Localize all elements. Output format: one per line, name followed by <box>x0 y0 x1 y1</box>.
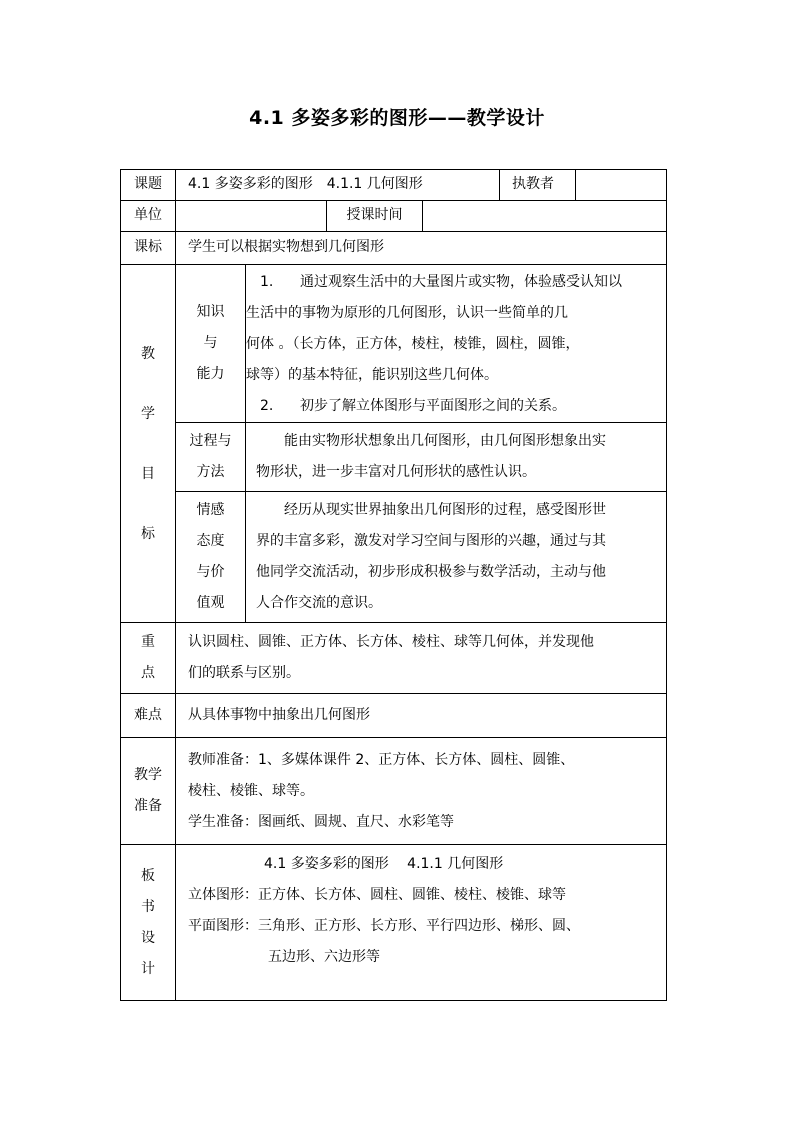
preparation-line: 学生准备：图画纸、圆规、直尺、水彩笔等 <box>188 813 454 830</box>
difficulty-row <box>121 694 667 738</box>
key-points-content <box>176 623 667 694</box>
process-line: 物形状，进一步丰富对几何形状的感性认识。 <box>256 464 536 480</box>
key-points-row <box>121 623 667 694</box>
objectives-label-char: 标 <box>141 525 155 542</box>
knowledge-label-line: 能力 <box>196 366 225 382</box>
objective-knowledge-row <box>121 265 667 423</box>
key-points-label <box>121 623 176 694</box>
board-line: 立体图形：正方体、长方体、圆柱、圆锥、棱柱、棱锥、球等 <box>188 887 566 903</box>
standard-label: 课标 <box>121 232 176 265</box>
teacher-label: 执教者 <box>500 170 576 201</box>
preparation-row <box>121 738 667 845</box>
emotion-line: 经历从现实世界抽象出几何图形的过程，感受图形世 <box>284 502 606 518</box>
objective-emotion-row <box>121 492 667 623</box>
board-label-char: 板 <box>141 867 155 884</box>
item-number: 1. <box>260 274 274 290</box>
board-label-char: 书 <box>141 898 155 915</box>
preparation-label-line: 教学 <box>134 767 162 783</box>
document-title: 4.1 多姿多彩的图形——教学设计 <box>249 107 545 129</box>
lesson-plan-table <box>120 169 667 1001</box>
unit-row <box>121 201 667 232</box>
item-number: 2. <box>260 398 274 414</box>
preparation-line: 教师准备：1、多媒体课件 2、正方体、长方体、圆柱、圆锥、 <box>188 751 575 768</box>
knowledge-item <box>246 391 666 422</box>
emotion-label-line: 值观 <box>196 595 225 611</box>
process-content <box>246 423 667 492</box>
board-line: 平面图形：三角形、正方形、长方形、平行四边形、梯形、圆、 <box>188 918 580 934</box>
key-points-label-char: 点 <box>141 665 155 681</box>
teacher-value <box>576 170 667 201</box>
standard-text: 学生可以根据实物想到几何图形 <box>176 232 667 265</box>
difficulty-text: 从具体事物中抽象出几何图形 <box>176 694 667 738</box>
objectives-label <box>121 265 176 623</box>
topic-label: 课题 <box>121 170 176 201</box>
difficulty-label: 难点 <box>121 694 176 738</box>
emotion-label-line: 态度 <box>196 533 225 549</box>
unit-value <box>176 201 327 232</box>
time-value <box>423 201 667 232</box>
emotion-line: 界的丰富多彩，激发对学习空间与图形的兴趣，通过与其 <box>256 533 606 549</box>
board-label-char: 计 <box>141 960 155 977</box>
board-line: 五边形、六边形等 <box>268 949 380 965</box>
topic-row <box>121 170 667 201</box>
board-content <box>176 845 667 1001</box>
knowledge-label-line: 与 <box>203 335 218 351</box>
preparation-line: 棱柱、棱锥、球等。 <box>188 782 314 799</box>
emotion-label-line: 情感 <box>196 502 225 518</box>
emotion-content <box>246 492 667 623</box>
objectives-label-char: 学 <box>141 405 155 422</box>
item-text: 生活中的事物为原形的几何图形，认识一些简单的几 <box>246 305 568 321</box>
board-row <box>121 845 667 1001</box>
knowledge-label-line: 知识 <box>196 304 225 320</box>
item-text: 初步了解立体图形与平面图形之间的关系。 <box>300 398 566 414</box>
process-label-line: 过程与 <box>189 433 232 449</box>
preparation-content <box>176 738 667 845</box>
item-text: 球等）的基本特征，能识别这些几何体。 <box>246 367 498 383</box>
emotion-label-line: 与价 <box>196 564 225 580</box>
standard-row <box>121 232 667 265</box>
preparation-label <box>121 738 176 845</box>
process-line: 能由实物形状想象出几何图形，由几何图形想象出实 <box>284 433 606 449</box>
unit-label: 单位 <box>121 201 176 232</box>
time-label: 授课时间 <box>327 201 423 232</box>
emotion-line: 他同学交流活动，初步形成积极参与数学活动，主动与他 <box>256 564 606 580</box>
topic-value: 4.1 多姿多彩的图形 4.1.1 几何图形 <box>176 170 500 201</box>
board-label-char: 设 <box>141 929 155 946</box>
knowledge-content <box>246 265 667 423</box>
board-label <box>121 845 176 1001</box>
knowledge-item <box>246 267 666 298</box>
objectives-label-char: 教 <box>141 345 155 362</box>
preparation-label-line: 准备 <box>134 798 162 814</box>
emotion-label <box>176 492 246 623</box>
key-points-label-char: 重 <box>141 634 155 650</box>
objectives-label-char: 目 <box>141 465 155 482</box>
item-text: 通过观察生活中的大量图片或实物，体验感受认知以 <box>300 274 622 290</box>
process-label <box>176 423 246 492</box>
knowledge-label <box>176 265 246 423</box>
key-points-line: 们的联系与区别。 <box>188 665 300 681</box>
process-label-line: 方法 <box>196 464 225 480</box>
key-points-line: 认识圆柱、圆锥、正方体、长方体、棱柱、球等几何体，并发现他 <box>188 634 594 650</box>
item-text: 何体 。（长方体，正方体，棱柱，棱锥，圆柱，圆锥， <box>246 336 580 352</box>
emotion-line: 人合作交流的意识。 <box>256 595 382 611</box>
objective-process-row <box>121 423 667 492</box>
board-heading: 4.1 多姿多彩的图形 4.1.1 几何图形 <box>264 856 504 872</box>
